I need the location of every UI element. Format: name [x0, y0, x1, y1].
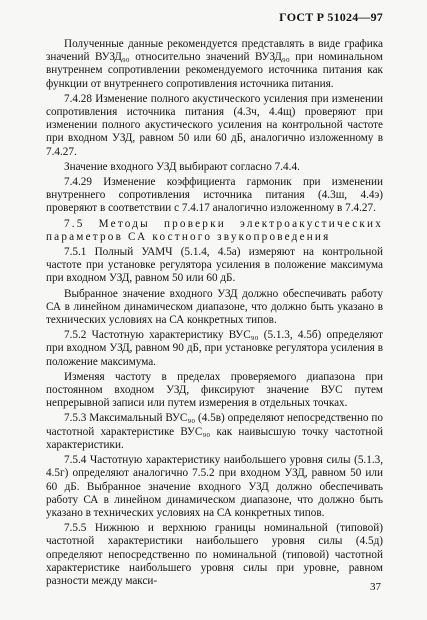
- paragraph: 7.5.2 Частотную характеристику ВУС₉₀ (5.1.3, 4.5б) определяют при входном УЗД, равном 90 дБ, при установке регулятора усиления в положение максимума.: [46, 329, 383, 368]
- paragraph: 7.4.28 Изменение полного акустического усиления при изменении сопротивления источника питания (4.3ч, 4.4щ) проверяют при изменении полного акустического усиления на контрольной частоте при входном УЗД, равном 50 или 60 дБ, аналогично изложенному в 7.4.27.: [46, 92, 383, 158]
- paragraph: 7.4.29 Изменение коэффициента гармоник при изменении внутреннего сопротивления источника питания (4.3ш, 4.4э) проверяют в соответствии с 7.4.17 аналогично изложенному в 7.4.27.: [46, 176, 383, 215]
- body-text: [46, 38, 383, 590]
- page-number: 37: [370, 581, 381, 593]
- paragraph: Полученные данные рекомендуется представлять в виде графика значений ВУЗД₉₀ относительно значений ВУЗД₉₀ при номинальном внутреннем сопротивлении рекомендуемого источника питания как функции от внутреннего сопротивления источника питания.: [46, 38, 383, 90]
- paragraph: 7.5.4 Частотную характеристику наибольшего уровня силы (5.1.3, 4.5г) определяют аналогично 7.5.2 при входном УЗД, равном 50 или 60 дБ. Выбранное значение входного УЗД должно обеспечивать работу СА в линейном динамическом диапазоне, что должно быть указано в технических условиях на СА конкретных типов.: [46, 454, 383, 519]
- paragraph: Выбранное значение входного УЗД должно обеспечивать работу СА в линейном динамическом диапазоне, что должно быть указано в технических условиях на СА конкретных типов.: [46, 287, 383, 327]
- paragraph: 7.5.5 Нижнюю и верхнюю границы номинальной (типовой) частотной характеристики наибольшего уровня силы (4.5д) определяют непосредственно по номинальной (типовой) частотной характеристике наибольшего уровня силы при уровне, равном разности между макси-: [46, 522, 383, 587]
- standard-header: ГОСТ Р 51024—97: [279, 10, 383, 24]
- paragraph: 7.5.3 Максимальный ВУС₉₀ (4.5в) определяют непосредственно по частотной характеристике ВУС₉₀ как наивысшую точку частотной характеристики.: [46, 412, 383, 451]
- paragraph: 7.5.1 Полный УАМЧ (5.1.4, 4.5а) измеряют на контрольной частоте при установке регулятора усиления в положение максимума при входном УЗД, равном 50 или 60 дБ.: [46, 246, 383, 285]
- paragraph: Значение входного УЗД выбирают согласно 7.4.4.: [64, 160, 300, 173]
- paragraph: Изменяя частоту в пределах проверяемого диапазона при постоянном входном УЗД, фиксируют значение ВУС путем непрерывной записи или путем измерения в отдельных точках.: [46, 370, 383, 410]
- section-heading: 7.5 Методы проверки электроакустических параметров СА костного звукопроведения: [46, 217, 383, 243]
